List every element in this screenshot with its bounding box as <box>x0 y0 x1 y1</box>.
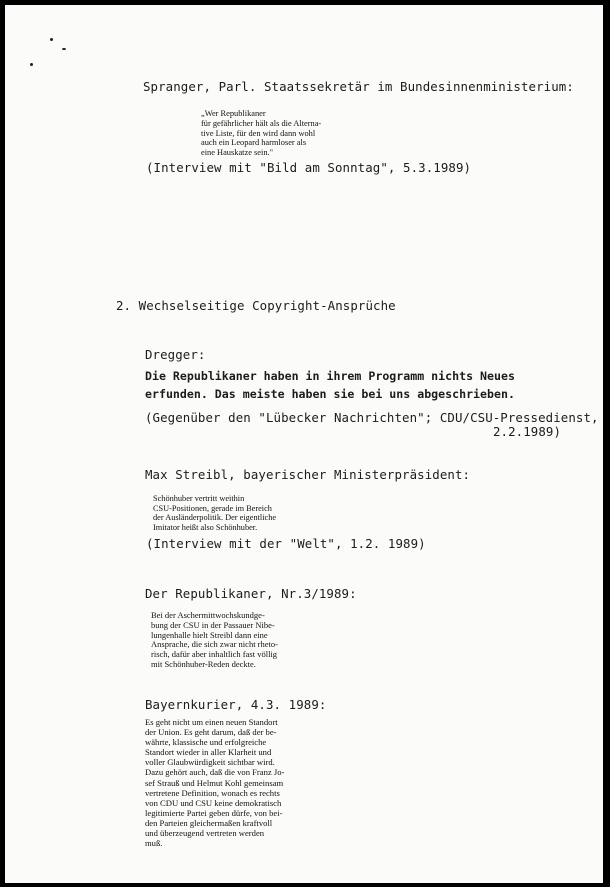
section-heading: 2. Wechselseitige Copyright-Ansprüche <box>116 298 396 313</box>
document-page <box>5 5 603 883</box>
quote1-source: (Interview mit "Bild am Sonntag", 5.3.1989) <box>146 160 472 175</box>
quote5-clipping: Es geht nicht um einen neuen Standort der Union. Es geht darum, daß der be- währte, klassische und erfolgreiche Standort wieder in aller Klarheit und voller Glaubwürdigkeit sichtbar wird. Dazu gehört auch, daß die von Franz Jo- sef Strauß und Helmut Kohl gemeinsam vertretene Definition, wonach es rechts von CDU und CSU keine demokratisch legitimierte Partei geben dürfe, von bei- den Parteien gleichermaßen kraftvoll und überzeugend vertreten werden muß. <box>145 717 285 849</box>
quote5-speaker: Bayernkurier, 4.3. 1989: <box>145 697 327 712</box>
quote3-source: (Interview mit der "Welt", 1.2. 1989) <box>146 536 426 551</box>
quote4-clipping: Bei der Aschermittwochskundge- bung der CSU in der Passauer Nibe- lungenhalle hielt Streibl dann eine Ansprache, die sich zwar nicht rheto- risch, dafür aber inhaltlich fast völlig mit Schönhuber-Reden deckte. <box>151 610 278 669</box>
quote2-line1: Die Republikaner haben in ihrem Programm nichts Neues <box>145 369 515 383</box>
quote2-speaker: Dregger: <box>145 347 206 362</box>
quote3-clipping: Schönhuber vertritt weithin CSU-Positionen, gerade im Bereich der Ausländerpolitik. Der eigentliche Imitator heißt also Schönhuber. <box>153 494 277 532</box>
quote1-speaker: Spranger, Parl. Staatssekretär im Bundesinnenministerium: <box>143 79 574 94</box>
quote2-source-line1: (Gegenüber den "Lübecker Nachrichten"; CDU/CSU-Pressedienst, <box>145 410 599 425</box>
scan-speck <box>50 38 53 41</box>
scan-speck <box>62 48 66 50</box>
quote4-speaker: Der Republikaner, Nr.3/1989: <box>145 586 357 601</box>
quote1-clipping: „Wer Republikaner für gefährlicher hält als die Alterna- tive Liste, für den wird dann wohl auch ein Leopard harmloser als eine Hauskatze sein." <box>201 109 322 158</box>
quote2-source-line2: 2.2.1989) <box>493 424 562 439</box>
scan-speck <box>30 63 33 66</box>
quote3-speaker: Max Streibl, bayerischer Ministerpräsident: <box>145 467 471 482</box>
quote2-line2: erfunden. Das meiste haben sie bei uns abgeschrieben. <box>145 387 515 401</box>
